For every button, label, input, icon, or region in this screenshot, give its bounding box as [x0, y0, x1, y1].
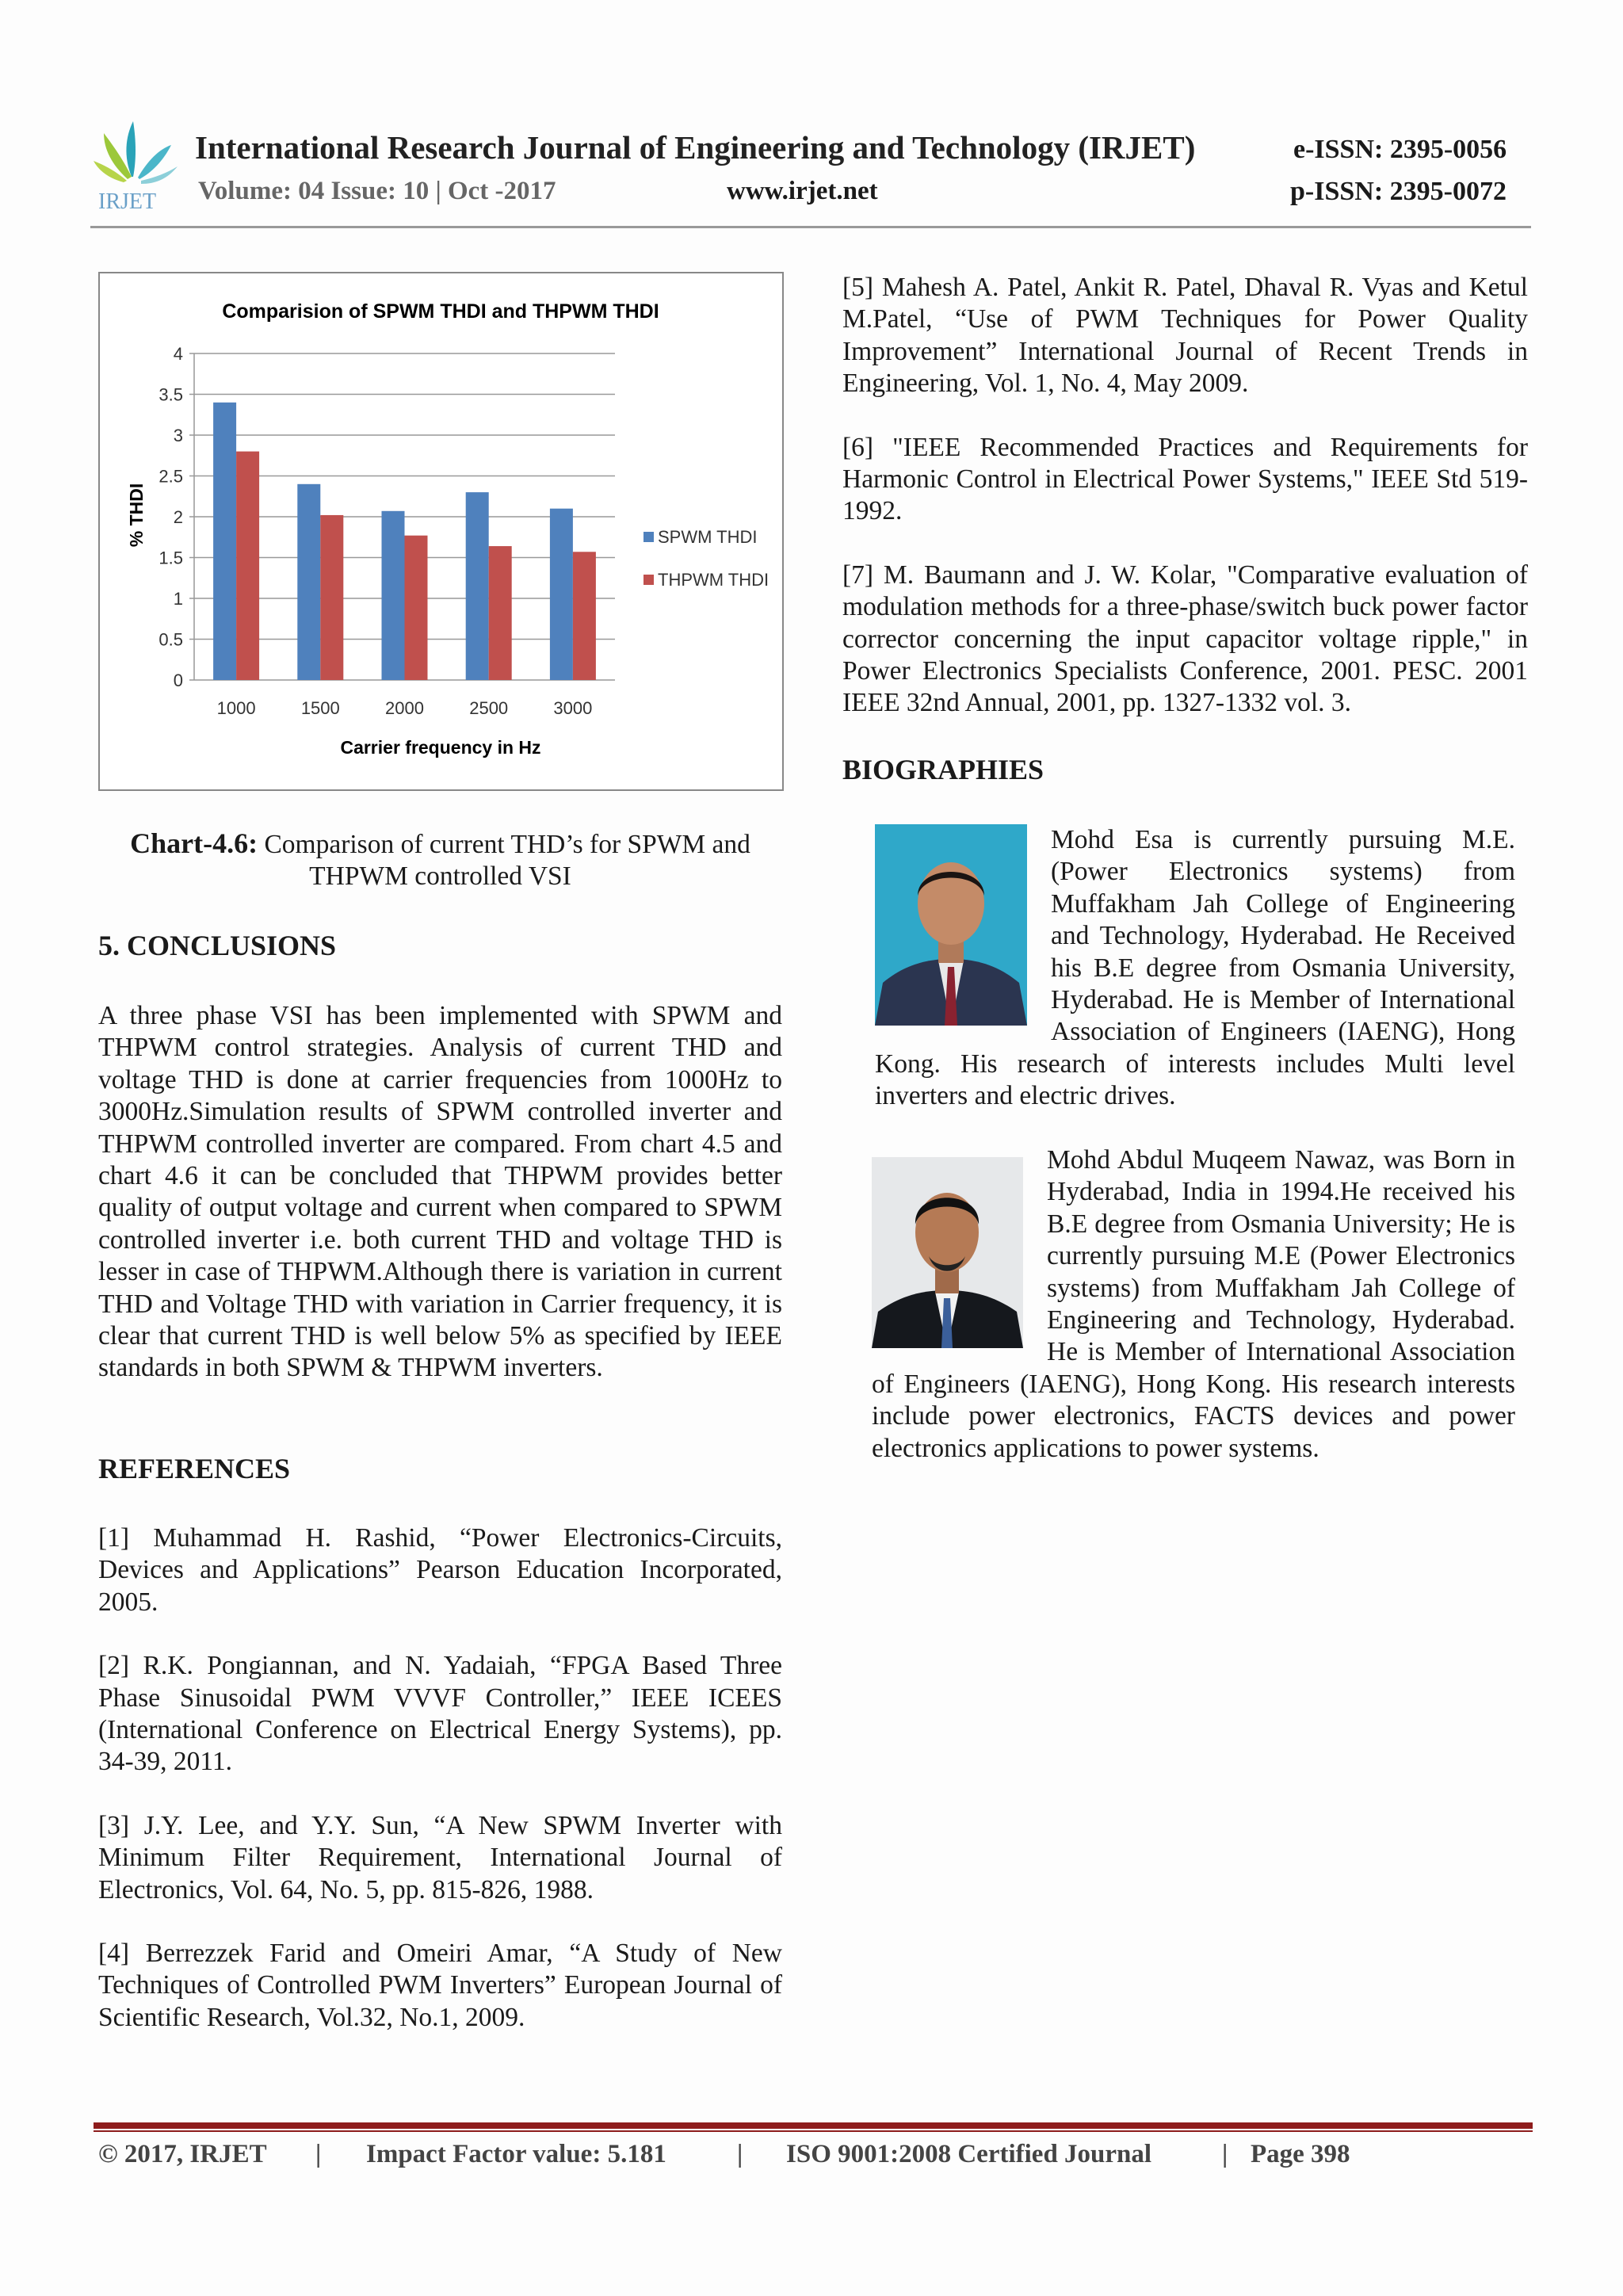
reference-item: [5] Mahesh A. Patel, Ankit R. Patel, Dhaval R. Vyas and Ketul M.Patel, “Use of PWM Techniques for Power Quality Improvement” International Journal of Recent Trends in Engineering, Vol. 1, No. 4, May 2009. [842, 273, 1528, 399]
footer-copyright: © 2017, IRJET [98, 2140, 267, 2168]
y-tick-label: 2 [173, 507, 183, 527]
y-tick-label: 1 [173, 589, 183, 609]
y-tick-label: 0.5 [158, 629, 183, 650]
irjet-logo [92, 117, 179, 212]
footer-divider-thin [94, 2130, 1533, 2132]
legend-swatch [643, 575, 654, 585]
bar-spwm-thdi-2500 [466, 492, 489, 680]
x-tick-label: 2000 [385, 698, 424, 718]
reference-item: [7] M. Baumann and J. W. Kolar, "Comparative evaluation of modulation methods for a three-phase/switch buck power factor corrector concerning the input capacitor voltage ripple," in Power Electronics Specialists Conference, 2001. PESC. 2001 IEEE 32nd Annual, 2001, pp. 1327-1332 vol. 3. [842, 560, 1528, 718]
y-tick-label: 0 [173, 670, 183, 690]
bar-thpwm-thdi-3000 [573, 552, 596, 680]
references-heading: REFERENCES [98, 1453, 291, 1484]
footer-page-number: Page 398 [1251, 2140, 1350, 2168]
y-tick-label: 1.5 [158, 548, 183, 568]
caption-label: Chart-4.6: [130, 827, 258, 859]
y-tick-label: 3.5 [158, 384, 183, 405]
e-issn: e-ISSN: 2395-0056 [1293, 135, 1507, 164]
journal-title: International Research Journal of Engineering and Technology (IRJET) [195, 129, 1196, 166]
bar-thpwm-thdi-1000 [236, 452, 259, 680]
y-tick-label: 2.5 [158, 466, 183, 487]
x-tick-label: 1000 [216, 698, 256, 718]
author-photo-1 [875, 824, 1027, 1026]
y-tick-label: 4 [173, 344, 183, 364]
chart-container [98, 272, 784, 791]
volume-issue: Volume: 04 Issue: 10 | Oct -2017 [198, 177, 556, 205]
footer-separator: | [737, 2140, 743, 2168]
bar-thpwm-thdi-2000 [405, 536, 428, 680]
bar-spwm-thdi-3000 [550, 509, 573, 680]
footer-iso: ISO 9001:2008 Certified Journal [786, 2140, 1152, 2168]
references-right [842, 272, 1528, 751]
bar-spwm-thdi-1500 [297, 484, 320, 680]
bar-spwm-thdi-1000 [213, 403, 236, 680]
footer-separator: | [1222, 2140, 1228, 2168]
x-tick-label: 1500 [300, 698, 340, 718]
biography-2 [872, 1144, 1515, 1465]
chart-caption [98, 827, 782, 893]
conclusions-text: A three phase VSI has been implemented with SPWM and THPWM control strategies. Analysis of current THD and voltage THD is done at carrier frequencies from 1000Hz to 3000Hz.Simulation results of SPWM controlled inverter and THPWM controlled inverter are compared. From chart 4.5 and chart 4.6 it can be concluded that THPWM provides better quality of output voltage and current when compared to SPWM controlled inverter i.e. both current THD and voltage THD is lesser in case of THPWM.Although there is variation in current THD and Voltage THD with variation in Carrier frequency, it is clear that current THD is well below 5% as specified by IEEE standards in both SPWM & THPWM inverters. [98, 1001, 782, 1383]
reference-item: [3] J.Y. Lee, and Y.Y. Sun, “A New SPWM Inverter with Minimum Filter Requirement, International Journal of Electronics, Vol. 64, No. 5, pp. 815-826, 1988. [98, 1810, 782, 1904]
y-tick-label: 3 [173, 426, 183, 445]
biography-1 [875, 824, 1515, 1113]
reference-item: [1] Muhammad H. Rashid, “Power Electronics-Circuits, Devices and Applications” Pearson Education Incorporated, 2005. [98, 1523, 782, 1617]
legend-swatch [643, 532, 654, 542]
footer-divider [94, 2122, 1533, 2129]
reference-item: [6] "IEEE Recommended Practices and Requirements for Harmonic Control in Electrical Power Systems," IEEE Std 519-1992. [842, 432, 1528, 526]
footer-impact-factor: Impact Factor value: 5.181 [366, 2140, 666, 2168]
chart-title: Comparision of SPWM THDI and THPWM THDI [222, 300, 659, 323]
legend-label: SPWM THDI [658, 527, 758, 547]
bar-chart [100, 273, 782, 789]
y-axis-title: % THDI [126, 483, 147, 548]
footer-separator: | [315, 2140, 322, 2168]
author-photo-2 [872, 1157, 1023, 1348]
x-tick-label: 3000 [553, 698, 593, 718]
x-tick-label: 2500 [469, 698, 509, 718]
x-axis-title: Carrier frequency in Hz [340, 737, 541, 758]
biography-text-1: Mohd Esa is currently pursuing M.E. (Power Electronics systems) from Muffakham Jah College of Engineering and Technology, Hyderabad. He Received his B.E degree from Osmania University, Hyderabad. He is Member of International Association of Engineers (IAENG), Hong Kong. His research of interests includes Multi level inverters and electric drives. [875, 825, 1515, 1111]
reference-item: [2] R.K. Pongiannan, and N. Yadaiah, “FPGA Based Three Phase Sinusoidal PWM VVVF Controller,” IEEE ICEES (International Conference on Electrical Energy Systems), pp. 34-39, 2011. [98, 1651, 782, 1777]
bar-spwm-thdi-2000 [382, 511, 405, 680]
caption-text: Comparison of current THD’s for SPWM and THPWM controlled VSI [258, 830, 750, 892]
biography-text-2: Mohd Abdul Muqeem Nawaz, was Born in Hyderabad, India in 1994.He received his B.E degree from Osmania University; He is currently pursuing M.E (Power Electronics systems) from Muffakham Jah College of Engineering and Technology, Hyderabad. He is Member of International Association of Engineers (IAENG), Hong Kong. His research interests include power electronics, FACTS devices and power electronics applications to power systems. [872, 1145, 1515, 1463]
header-divider [90, 226, 1531, 228]
legend-label: THPWM THDI [658, 570, 769, 590]
references-left [98, 1522, 782, 2065]
bar-thpwm-thdi-2500 [489, 546, 512, 680]
reference-item: [4] Berrezzek Farid and Omeiri Amar, “A Study of New Techniques of Controlled PWM Inverters” European Journal of Scientific Research, Vol.32, No.1, 2009. [98, 1939, 782, 2032]
svg-text:IRJET: IRJET [98, 189, 157, 212]
conclusions-heading: 5. CONCLUSIONS [98, 930, 337, 961]
website-link[interactable]: www.irjet.net [727, 177, 878, 205]
p-issn: p-ISSN: 2395-0072 [1290, 177, 1507, 206]
biographies-heading: BIOGRAPHIES [842, 754, 1044, 785]
bar-thpwm-thdi-1500 [320, 515, 343, 680]
